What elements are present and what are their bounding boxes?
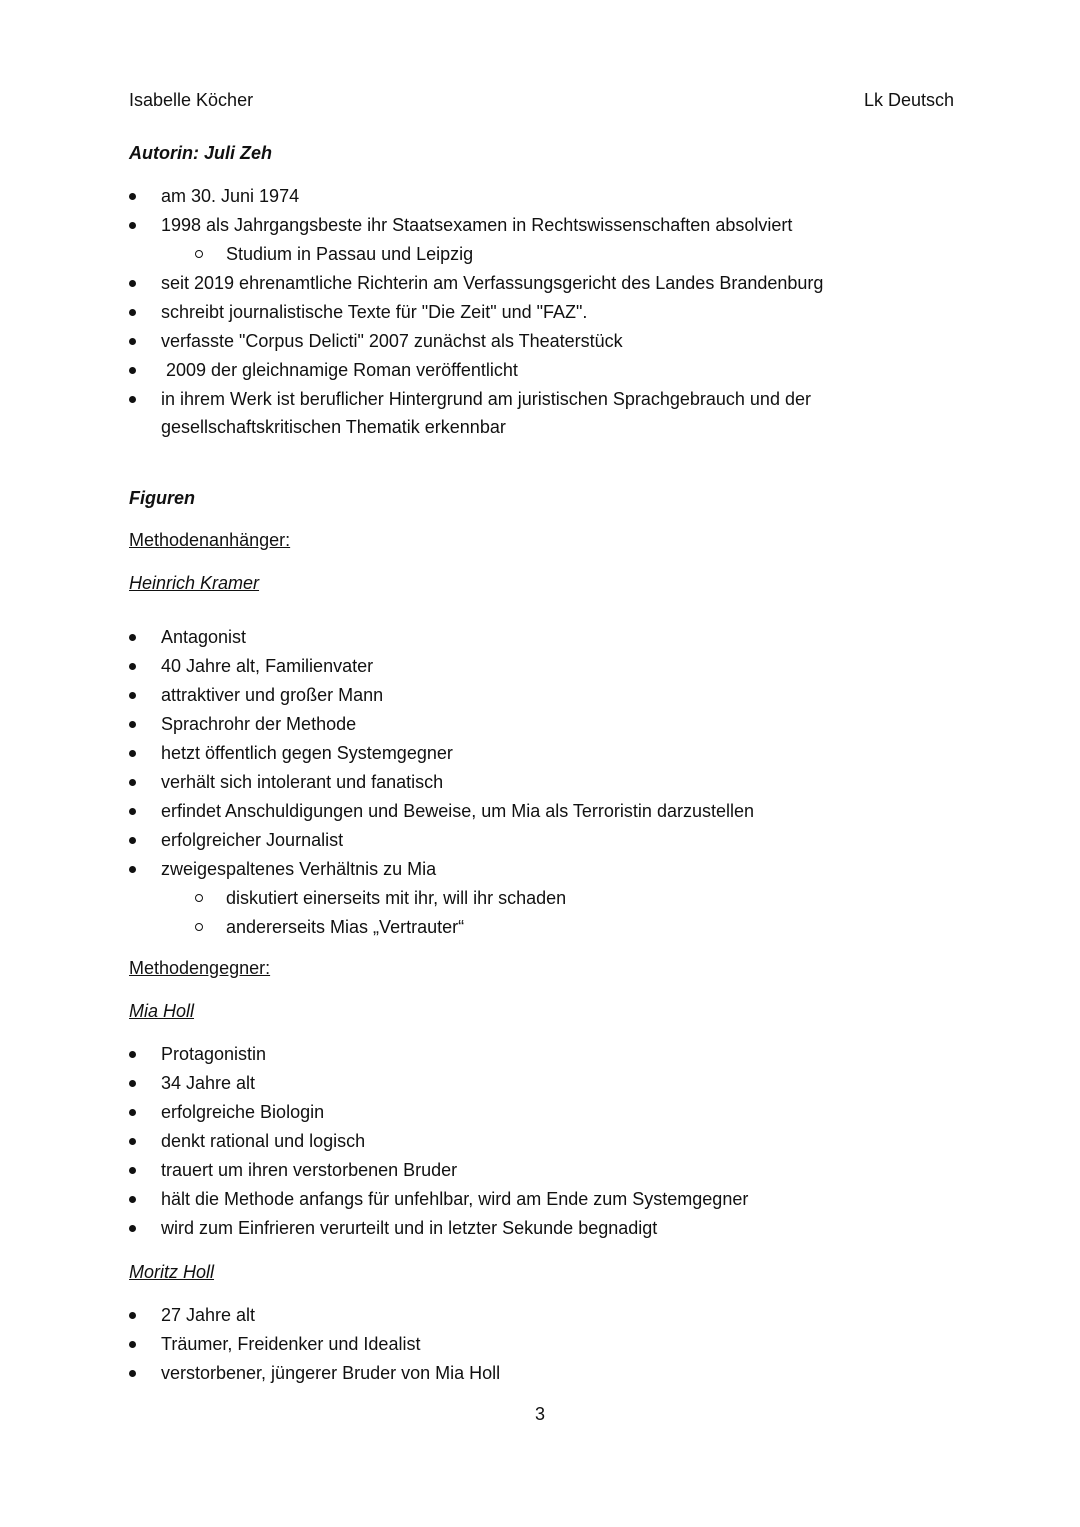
list-item: denkt rational und logisch <box>129 1127 889 1156</box>
section-title-author: Autorin: Juli Zeh <box>129 143 272 163</box>
character-name-kramer: Heinrich Kramer <box>129 573 260 593</box>
list-item: verstorbener, jüngerer Bruder von Mia Holl <box>129 1359 889 1388</box>
list-item: attraktiver und großer Mann <box>129 681 889 710</box>
list-item: verfasste "Corpus Delicti" 2007 zunächst als Theaterstück <box>129 327 889 356</box>
list-item: in ihrem Werk ist beruflicher Hintergrund am juristischen Sprachgebrauch und der gesellschaftskritischen Thematik erkennbar <box>129 385 851 441</box>
list-item: erfolgreicher Journalist <box>129 826 889 855</box>
character-name-mia: Mia Holl <box>129 1001 195 1021</box>
list-item: erfolgreiche Biologin <box>129 1098 889 1127</box>
list-item: hetzt öffentlich gegen Systemgegner <box>129 739 889 768</box>
mia-traits-list <box>129 1040 889 1243</box>
list-item: 27 Jahre alt <box>129 1301 889 1330</box>
moritz-traits-list <box>129 1301 889 1388</box>
list-item: Sprachrohr der Methode <box>129 710 889 739</box>
kramer-traits-list <box>129 623 889 942</box>
list-item: am 30. Juni 1974 <box>129 182 889 211</box>
list-item: Protagonistin <box>129 1040 889 1069</box>
header-course: Lk Deutsch <box>864 90 955 110</box>
section-title-figures: Figuren <box>129 488 195 508</box>
header-author-name: Isabelle Köcher <box>129 90 254 110</box>
list-item: 40 Jahre alt, Familienvater <box>129 652 889 681</box>
list-item: Antagonist <box>129 623 889 652</box>
list-item: seit 2019 ehrenamtliche Richterin am Verfassungsgericht des Landes Brandenburg <box>129 269 889 298</box>
list-item: 2009 der gleichnamige Roman veröffentlicht <box>129 356 889 385</box>
author-facts-list <box>129 182 889 441</box>
list-item: hält die Methode anfangs für unfehlbar, wird am Ende zum Systemgegner <box>129 1185 889 1214</box>
sub-list-item: diskutiert einerseits mit ihr, will ihr schaden <box>129 884 889 913</box>
list-item: Träumer, Freidenker und Idealist <box>129 1330 889 1359</box>
character-name-moritz: Moritz Holl <box>129 1262 215 1282</box>
list-item: 34 Jahre alt <box>129 1069 889 1098</box>
list-item: 1998 als Jahrgangsbeste ihr Staatsexamen in Rechtswissenschaften absolviert <box>129 211 889 240</box>
list-item: zweigespaltenes Verhältnis zu Mia <box>129 855 889 884</box>
sub-list-item: andererseits Mias „Vertrauter“ <box>129 913 889 942</box>
list-item: verhält sich intolerant und fanatisch <box>129 768 889 797</box>
list-item: schreibt journalistische Texte für "Die Zeit" und "FAZ". <box>129 298 889 327</box>
list-item: erfindet Anschuldigungen und Beweise, um Mia als Terroristin darzustellen <box>129 797 889 826</box>
list-item: trauert um ihren verstorbenen Bruder <box>129 1156 889 1185</box>
group-title-opponents: Methodengegner: <box>129 958 271 978</box>
group-title-supporters: Methodenanhänger: <box>129 530 291 550</box>
list-item: wird zum Einfrieren verurteilt und in letzter Sekunde begnadigt <box>129 1214 889 1243</box>
page-number: 3 <box>535 1404 546 1424</box>
sub-list-item: Studium in Passau und Leipzig <box>129 240 889 269</box>
